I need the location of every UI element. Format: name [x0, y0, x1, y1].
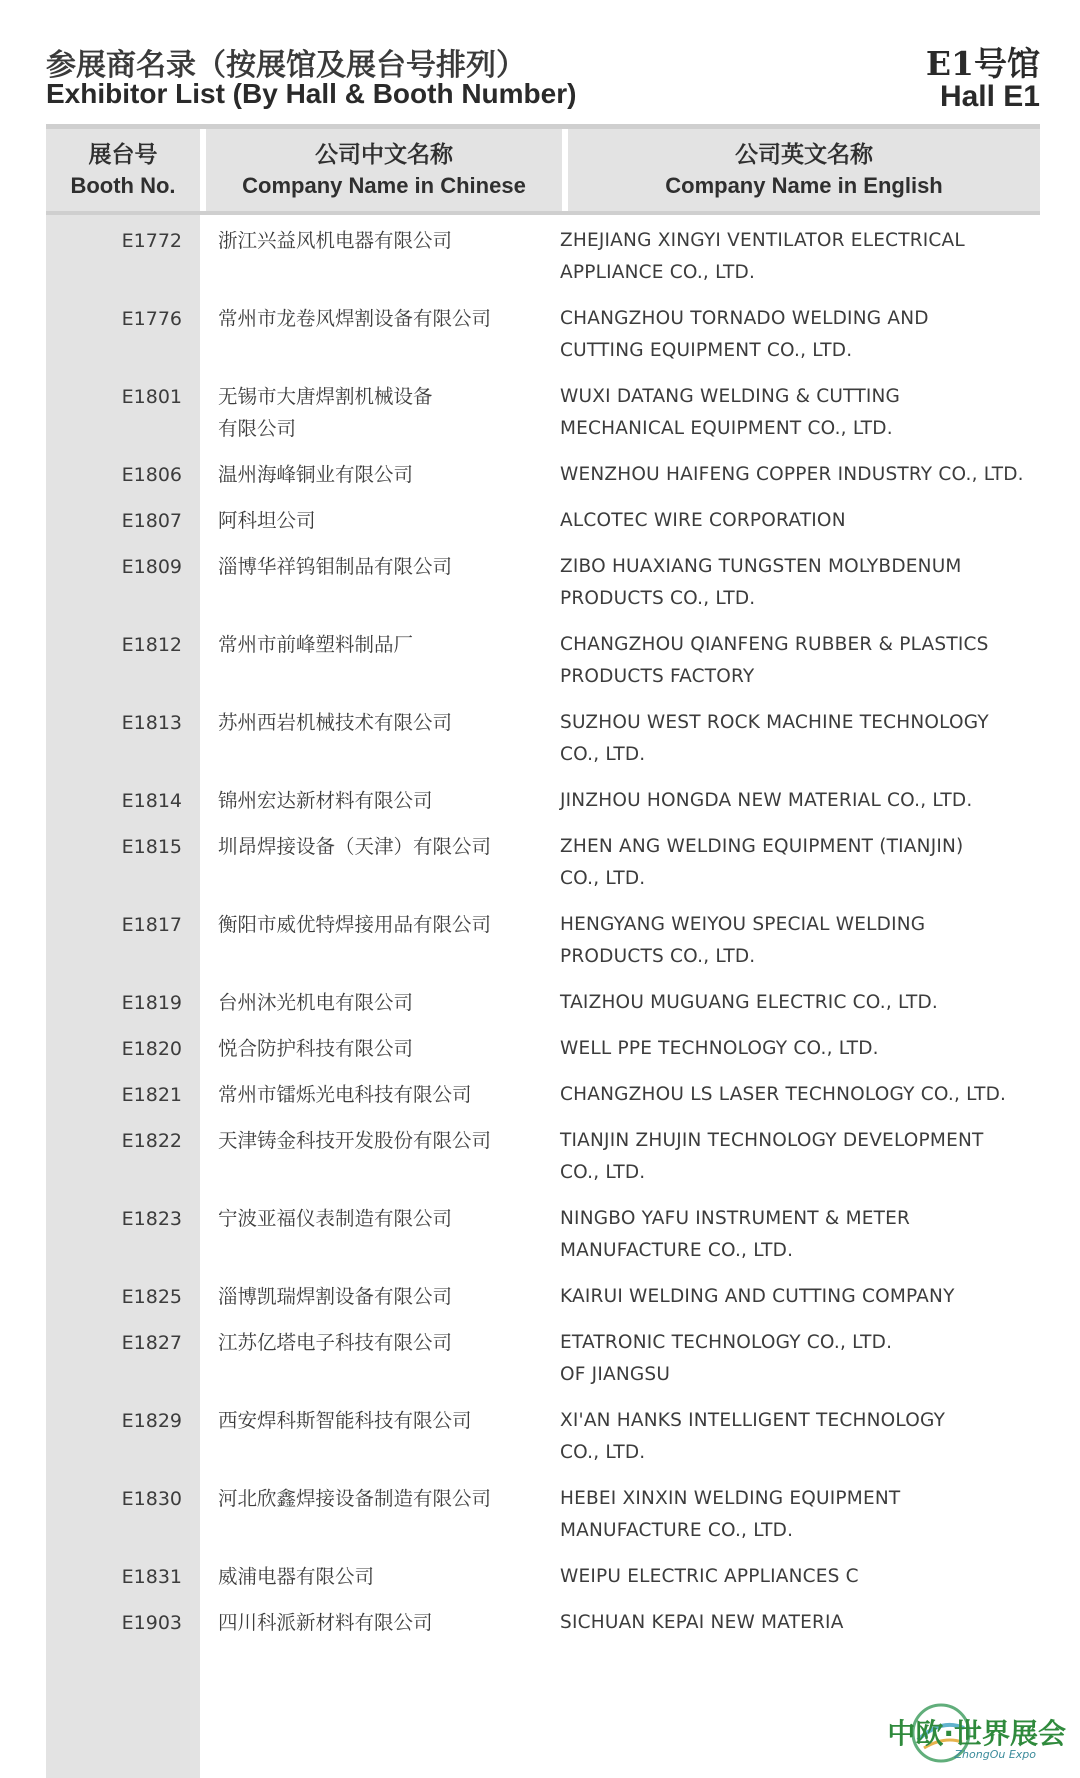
- column-header-chinese-name-cn: 公司中文名称: [315, 141, 453, 168]
- company-name-chinese-line: 常州市前峰塑料制品厂: [218, 633, 414, 656]
- booth-number: E1823: [121, 1208, 182, 1230]
- company-name-english: [560, 1607, 1080, 1639]
- company-name-chinese-line: 江苏亿塔电子科技有限公司: [218, 1331, 453, 1354]
- company-name-english-line: TIANJIN ZHUJIN TECHNOLOGY DEVELOPMENT: [560, 1130, 984, 1151]
- company-name-english: [560, 303, 1080, 367]
- company-name-english-line: MANUFACTURE CO., LTD.: [560, 1240, 794, 1261]
- booth-number: E1812: [121, 634, 182, 656]
- company-name-chinese-line: 衡阳市威优特焊接用品有限公司: [218, 913, 492, 936]
- table-row: [46, 1405, 1080, 1483]
- booth-number: E1813: [121, 712, 182, 734]
- table-row: [46, 505, 1080, 551]
- booth-number: E1819: [121, 992, 182, 1014]
- company-name-english-line: ALCOTEC WIRE CORPORATION: [560, 510, 846, 531]
- table-row: [46, 303, 1080, 381]
- company-name-chinese-line: 天津铸金科技开发股份有限公司: [218, 1129, 492, 1152]
- company-name-chinese: [218, 1203, 558, 1235]
- company-name-english-line: HEBEI XINXIN WELDING EQUIPMENT: [560, 1488, 901, 1509]
- booth-number: E1830: [121, 1488, 182, 1510]
- exhibitor-table: [46, 225, 1080, 1653]
- table-row: [46, 629, 1080, 707]
- table-row: [46, 707, 1080, 785]
- company-name-english-line: ETATRONIC TECHNOLOGY CO., LTD.: [560, 1332, 893, 1353]
- table-row: [46, 1203, 1080, 1281]
- company-name-chinese-line: 浙江兴益风机电器有限公司: [218, 229, 453, 252]
- column-header-english-name: [568, 129, 1040, 211]
- hall-label-chinese: E1号馆: [925, 44, 1040, 83]
- company-name-chinese-line: 淄博凯瑞焊割设备有限公司: [218, 1285, 453, 1308]
- company-name-chinese-line: 苏州西岩机械技术有限公司: [218, 711, 453, 734]
- company-name-chinese-line: 西安焊科斯智能科技有限公司: [218, 1409, 472, 1432]
- company-name-english: [560, 1079, 1080, 1111]
- company-name-chinese: [218, 1281, 558, 1313]
- company-name-english-line: KAIRUI WELDING AND CUTTING COMPANY: [560, 1286, 955, 1307]
- column-header-chinese-name: [206, 129, 562, 211]
- company-name-chinese: [218, 785, 558, 817]
- column-header-booth-cn: 展台号: [88, 141, 158, 168]
- company-name-chinese: [218, 505, 558, 537]
- company-name-chinese: [218, 1125, 558, 1157]
- company-name-english-line: JINZHOU HONGDA NEW MATERIAL CO., LTD.: [560, 790, 973, 811]
- company-name-chinese: [218, 1561, 558, 1593]
- watermark-subtext: ZhongOu Expo: [954, 1748, 1036, 1761]
- company-name-english-line: CO., LTD.: [560, 1162, 646, 1183]
- table-row: [46, 785, 1080, 831]
- table-row: [46, 1607, 1080, 1653]
- company-name-english: [560, 1405, 1080, 1469]
- company-name-chinese: [218, 707, 558, 739]
- company-name-chinese: [218, 1607, 558, 1639]
- company-name-chinese: [218, 629, 558, 661]
- company-name-english: [560, 831, 1080, 895]
- company-name-chinese-line: 常州市龙卷风焊割设备有限公司: [218, 307, 492, 330]
- company-name-english: [560, 1281, 1080, 1313]
- booth-number: E1822: [121, 1130, 182, 1152]
- company-name-english-line: XI'AN HANKS INTELLIGENT TECHNOLOGY: [560, 1410, 946, 1431]
- table-row: [46, 381, 1080, 459]
- company-name-chinese-line: 四川科派新材料有限公司: [218, 1611, 433, 1634]
- column-header-chinese-name-en: Company Name in Chinese: [242, 173, 526, 198]
- table-row: [46, 1033, 1080, 1079]
- company-name-english: [560, 1125, 1080, 1189]
- company-name-chinese: [218, 831, 558, 863]
- company-name-chinese-line: 宁波亚福仪表制造有限公司: [218, 1207, 453, 1230]
- company-name-english-line: OF JIANGSU: [560, 1364, 671, 1385]
- table-row: [46, 1561, 1080, 1607]
- company-name-english-line: CUTTING EQUIPMENT CO., LTD.: [560, 340, 853, 361]
- company-name-english: [560, 551, 1080, 615]
- company-name-english-line: CO., LTD.: [560, 868, 646, 889]
- company-name-english: [560, 909, 1080, 973]
- company-name-english: [560, 1483, 1080, 1547]
- company-name-english-line: TAIZHOU MUGUANG ELECTRIC CO., LTD.: [560, 992, 939, 1013]
- company-name-english-line: HENGYANG WEIYOU SPECIAL WELDING: [560, 914, 926, 935]
- company-name-english-line: PRODUCTS FACTORY: [560, 666, 755, 687]
- booth-number: E1829: [121, 1410, 182, 1432]
- company-name-english-line: SUZHOU WEST ROCK MACHINE TECHNOLOGY: [560, 712, 989, 733]
- booth-number: E1831: [121, 1566, 182, 1588]
- booth-number: E1809: [121, 556, 182, 578]
- booth-number: E1821: [121, 1084, 182, 1106]
- booth-number: E1772: [121, 230, 182, 252]
- company-name-chinese: [218, 381, 558, 445]
- company-name-chinese-line: 威浦电器有限公司: [218, 1565, 375, 1588]
- company-name-chinese: [218, 1327, 558, 1359]
- company-name-chinese: [218, 909, 558, 941]
- company-name-english: [560, 1033, 1080, 1065]
- company-name-english-line: CHANGZHOU QIANFENG RUBBER & PLASTICS: [560, 634, 989, 655]
- company-name-english: [560, 1561, 1080, 1593]
- company-name-english-line: WELL PPE TECHNOLOGY CO., LTD.: [560, 1038, 879, 1059]
- company-name-english: [560, 1203, 1080, 1267]
- company-name-chinese-line: 圳昂焊接设备（天津）有限公司: [218, 835, 492, 858]
- hall-label-english: Hall E1: [939, 80, 1040, 113]
- booth-number: E1807: [121, 510, 182, 532]
- booth-number: E1814: [121, 790, 182, 812]
- company-name-chinese-line: 温州海峰铜业有限公司: [218, 463, 414, 486]
- company-name-chinese: [218, 1405, 558, 1437]
- company-name-english-line: PRODUCTS CO., LTD.: [560, 588, 756, 609]
- company-name-chinese-line: 常州市镭烁光电科技有限公司: [218, 1083, 472, 1106]
- company-name-chinese-line: 台州沐光机电有限公司: [218, 991, 414, 1014]
- booth-number: E1776: [121, 308, 182, 330]
- company-name-chinese: [218, 987, 558, 1019]
- table-row: [46, 225, 1080, 303]
- table-row: [46, 1281, 1080, 1327]
- page-title-chinese: 参展商名录（按展馆及展台号排列）: [46, 48, 526, 83]
- company-name-english-line: CHANGZHOU TORNADO WELDING AND: [560, 308, 929, 329]
- company-name-chinese: [218, 1033, 558, 1065]
- company-name-chinese-line: 有限公司: [218, 417, 297, 440]
- table-row: [46, 831, 1080, 909]
- company-name-english: [560, 629, 1080, 693]
- booth-number: E1815: [121, 836, 182, 858]
- booth-number: E1825: [121, 1286, 182, 1308]
- company-name-chinese-line: 锦州宏达新材料有限公司: [218, 789, 433, 812]
- company-name-english-line: ZHEJIANG XINGYI VENTILATOR ELECTRICAL: [560, 230, 965, 251]
- table-row: [46, 459, 1080, 505]
- company-name-chinese-line: 阿科坦公司: [218, 509, 316, 532]
- company-name-chinese: [218, 551, 558, 583]
- booth-number: E1801: [121, 386, 182, 408]
- booth-number: E1817: [121, 914, 182, 936]
- booth-number: E1827: [121, 1332, 182, 1354]
- column-header-english-name-en: Company Name in English: [665, 173, 943, 198]
- table-row: [46, 909, 1080, 987]
- company-name-english: [560, 459, 1080, 491]
- company-name-english: [560, 381, 1080, 445]
- company-name-chinese-line: 河北欣鑫焊接设备制造有限公司: [218, 1487, 492, 1510]
- table-row: [46, 551, 1080, 629]
- company-name-chinese: [218, 1483, 558, 1515]
- company-name-english-line: ZIBO HUAXIANG TUNGSTEN MOLYBDENUM: [560, 556, 962, 577]
- table-header: [46, 124, 1040, 215]
- company-name-chinese: [218, 303, 558, 335]
- company-name-english-line: MANUFACTURE CO., LTD.: [560, 1520, 794, 1541]
- page-title-english: Exhibitor List (By Hall & Booth Number): [46, 78, 577, 109]
- company-name-chinese-line: 悦合防护科技有限公司: [218, 1037, 414, 1060]
- company-name-chinese: [218, 225, 558, 257]
- watermark-text: 中欧·世界展会: [887, 1717, 1066, 1750]
- company-name-english: [560, 505, 1080, 537]
- booth-number: E1903: [121, 1612, 182, 1634]
- company-name-english: [560, 987, 1080, 1019]
- company-name-chinese: [218, 459, 558, 491]
- company-name-chinese: [218, 1079, 558, 1111]
- company-name-english: [560, 707, 1080, 771]
- column-header-booth-en: Booth No.: [70, 173, 176, 198]
- company-name-chinese-line: 淄博华祥钨钼制品有限公司: [218, 555, 453, 578]
- table-row: [46, 1079, 1080, 1125]
- company-name-english-line: WEIPU ELECTRIC APPLIANCES C: [560, 1566, 859, 1587]
- company-name-english-line: PRODUCTS CO., LTD.: [560, 946, 756, 967]
- column-header-english-name-cn: 公司英文名称: [735, 141, 873, 168]
- booth-number: E1820: [121, 1038, 182, 1060]
- company-name-english-line: NINGBO YAFU INSTRUMENT & METER: [560, 1208, 911, 1229]
- company-name-chinese-line: 无锡市大唐焊割机械设备: [218, 385, 433, 408]
- company-name-english-line: CHANGZHOU LS LASER TECHNOLOGY CO., LTD.: [560, 1084, 1007, 1105]
- table-row: [46, 1483, 1080, 1561]
- company-name-english-line: CO., LTD.: [560, 744, 646, 765]
- column-header-booth: [46, 129, 200, 211]
- watermark-logo: [866, 1708, 1066, 1768]
- table-row: [46, 1125, 1080, 1203]
- company-name-english-line: WUXI DATANG WELDING & CUTTING: [560, 386, 901, 407]
- company-name-english-line: APPLIANCE CO., LTD.: [560, 262, 756, 283]
- table-row: [46, 987, 1080, 1033]
- company-name-english-line: CO., LTD.: [560, 1442, 646, 1463]
- table-row: [46, 1327, 1080, 1405]
- booth-number: E1806: [121, 464, 182, 486]
- company-name-english-line: SICHUAN KEPAI NEW MATERIA: [560, 1612, 844, 1633]
- company-name-english-line: WENZHOU HAIFENG COPPER INDUSTRY CO., LTD.: [560, 464, 1024, 485]
- company-name-english: [560, 225, 1080, 289]
- company-name-english-line: ZHEN ANG WELDING EQUIPMENT (TIANJIN): [560, 836, 964, 857]
- company-name-english: [560, 785, 1080, 817]
- company-name-english: [560, 1327, 1080, 1391]
- company-name-english-line: MECHANICAL EQUIPMENT CO., LTD.: [560, 418, 893, 439]
